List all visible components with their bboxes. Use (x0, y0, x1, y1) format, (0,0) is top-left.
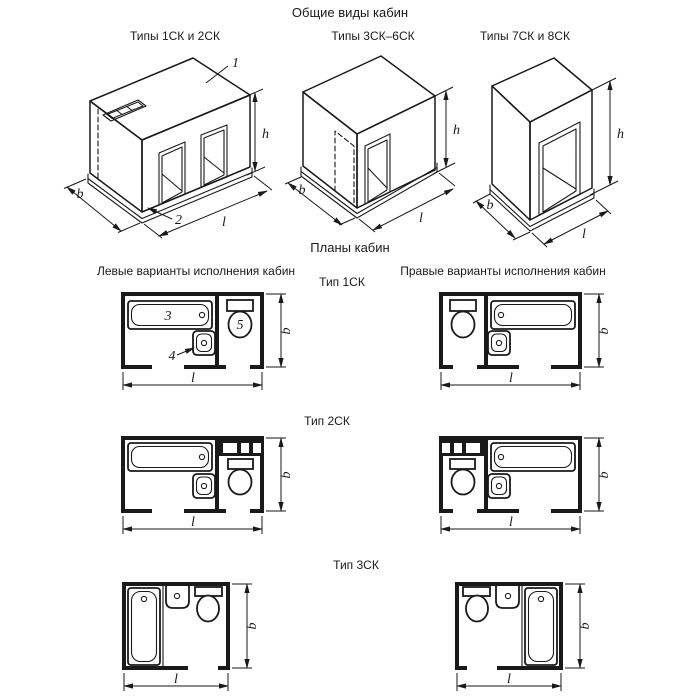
washbasin-symbol (166, 586, 189, 608)
dim-l (123, 371, 262, 390)
bath-symbol (491, 443, 575, 471)
door-opening (159, 142, 185, 205)
dim-h (588, 78, 624, 195)
door-opening (539, 122, 580, 215)
svg-text:l: l (509, 515, 513, 530)
plan-2sk-left (100, 428, 295, 546)
room (121, 436, 264, 513)
svg-text:b: b (279, 327, 294, 335)
toilet-symbol (450, 459, 475, 495)
plan-row-label-3sk: Тип 3СК (333, 558, 379, 572)
bath-symbol (128, 443, 212, 471)
iso1-caption: Типы 1СК и 2СК (130, 29, 220, 43)
dim-l (457, 672, 561, 691)
dim-b (584, 294, 612, 367)
callout-4: 4 (168, 349, 176, 364)
toilet-symbol (195, 587, 222, 622)
room (455, 582, 563, 670)
svg-text:b: b (486, 198, 494, 213)
vent-block (439, 440, 484, 456)
washbasin-symbol (488, 331, 510, 355)
svg-text:l: l (174, 672, 178, 687)
cabin-box (298, 56, 437, 218)
toilet-symbol (228, 459, 253, 495)
callout-5: 5 (236, 318, 244, 333)
dim-b (266, 438, 294, 511)
svg-text:b: b (578, 622, 593, 630)
svg-text:l: l (222, 215, 226, 230)
iso-view-types-7sk-8sk (462, 50, 637, 250)
room (439, 292, 582, 369)
svg-text:l: l (582, 227, 586, 242)
svg-text:b: b (279, 471, 294, 479)
dim-b (473, 194, 530, 240)
dim-b (232, 584, 260, 668)
room (439, 436, 582, 513)
plan-row-label-1sk: Тип 1СК (319, 275, 365, 289)
dim-b (266, 294, 294, 367)
dim-b (285, 177, 355, 225)
svg-text:b: b (245, 622, 260, 630)
toilet-symbol (463, 587, 490, 622)
svg-text:l: l (419, 211, 423, 226)
svg-text:l: l (191, 515, 195, 530)
dim-l (123, 515, 262, 534)
left-variants-header: Левые варианты исполнения кабин (96, 264, 296, 278)
svg-text:b: b (76, 187, 84, 202)
plan-1sk-right (418, 286, 613, 398)
right-variants-header: Правые варианты исполнения кабин (400, 264, 606, 278)
callout-2: 2 (175, 213, 182, 228)
toilet-symbol (450, 300, 476, 338)
bath-symbol (491, 301, 575, 329)
dim-b (565, 584, 593, 668)
svg-text:l: l (191, 371, 195, 386)
svg-text:l: l (507, 672, 511, 687)
svg-text:b: b (597, 327, 612, 335)
dim-l (441, 371, 580, 390)
dim-b (64, 179, 140, 233)
dim-l (441, 515, 580, 534)
iso3-caption: Типы 7СК и 8СК (480, 29, 570, 43)
plan-3sk-right (438, 575, 598, 700)
dim-h (245, 89, 269, 175)
roof-vent-block (103, 100, 146, 121)
dim-b (584, 438, 612, 511)
washbasin-symbol (496, 586, 519, 608)
bath-symbol (525, 588, 557, 665)
svg-text:h: h (453, 123, 460, 138)
bath-symbol (128, 588, 160, 665)
callout-1: 1 (232, 56, 239, 71)
washbasin-symbol (488, 474, 510, 498)
svg-text:h: h (617, 127, 624, 142)
plans-title: Планы кабин (310, 240, 390, 255)
washbasin-symbol (193, 474, 215, 498)
page-title: Общие виды кабин (291, 5, 409, 20)
room (122, 582, 230, 670)
washbasin-symbol (193, 331, 215, 355)
svg-text:h: h (262, 127, 269, 142)
hidden-door-dashed (335, 131, 354, 206)
dim-l (359, 173, 455, 232)
iso-view-types-3sk-6sk (285, 48, 465, 243)
svg-text:b: b (298, 183, 306, 198)
callout-3: 3 (164, 309, 172, 324)
svg-text:l: l (509, 371, 513, 386)
plan-3sk-left (105, 575, 265, 700)
plan-row-label-2sk: Тип 2СК (304, 414, 350, 428)
dim-l (124, 672, 228, 691)
iso-view-types-1sk-2sk (58, 52, 283, 244)
svg-text:b: b (597, 471, 612, 479)
door-opening (365, 134, 390, 204)
cabin-box (490, 58, 594, 231)
iso2-caption: Типы 3СК–6СК (331, 29, 415, 43)
vent-block (219, 440, 264, 456)
plan-2sk-right (418, 428, 613, 546)
plan-1sk-left (100, 286, 295, 398)
